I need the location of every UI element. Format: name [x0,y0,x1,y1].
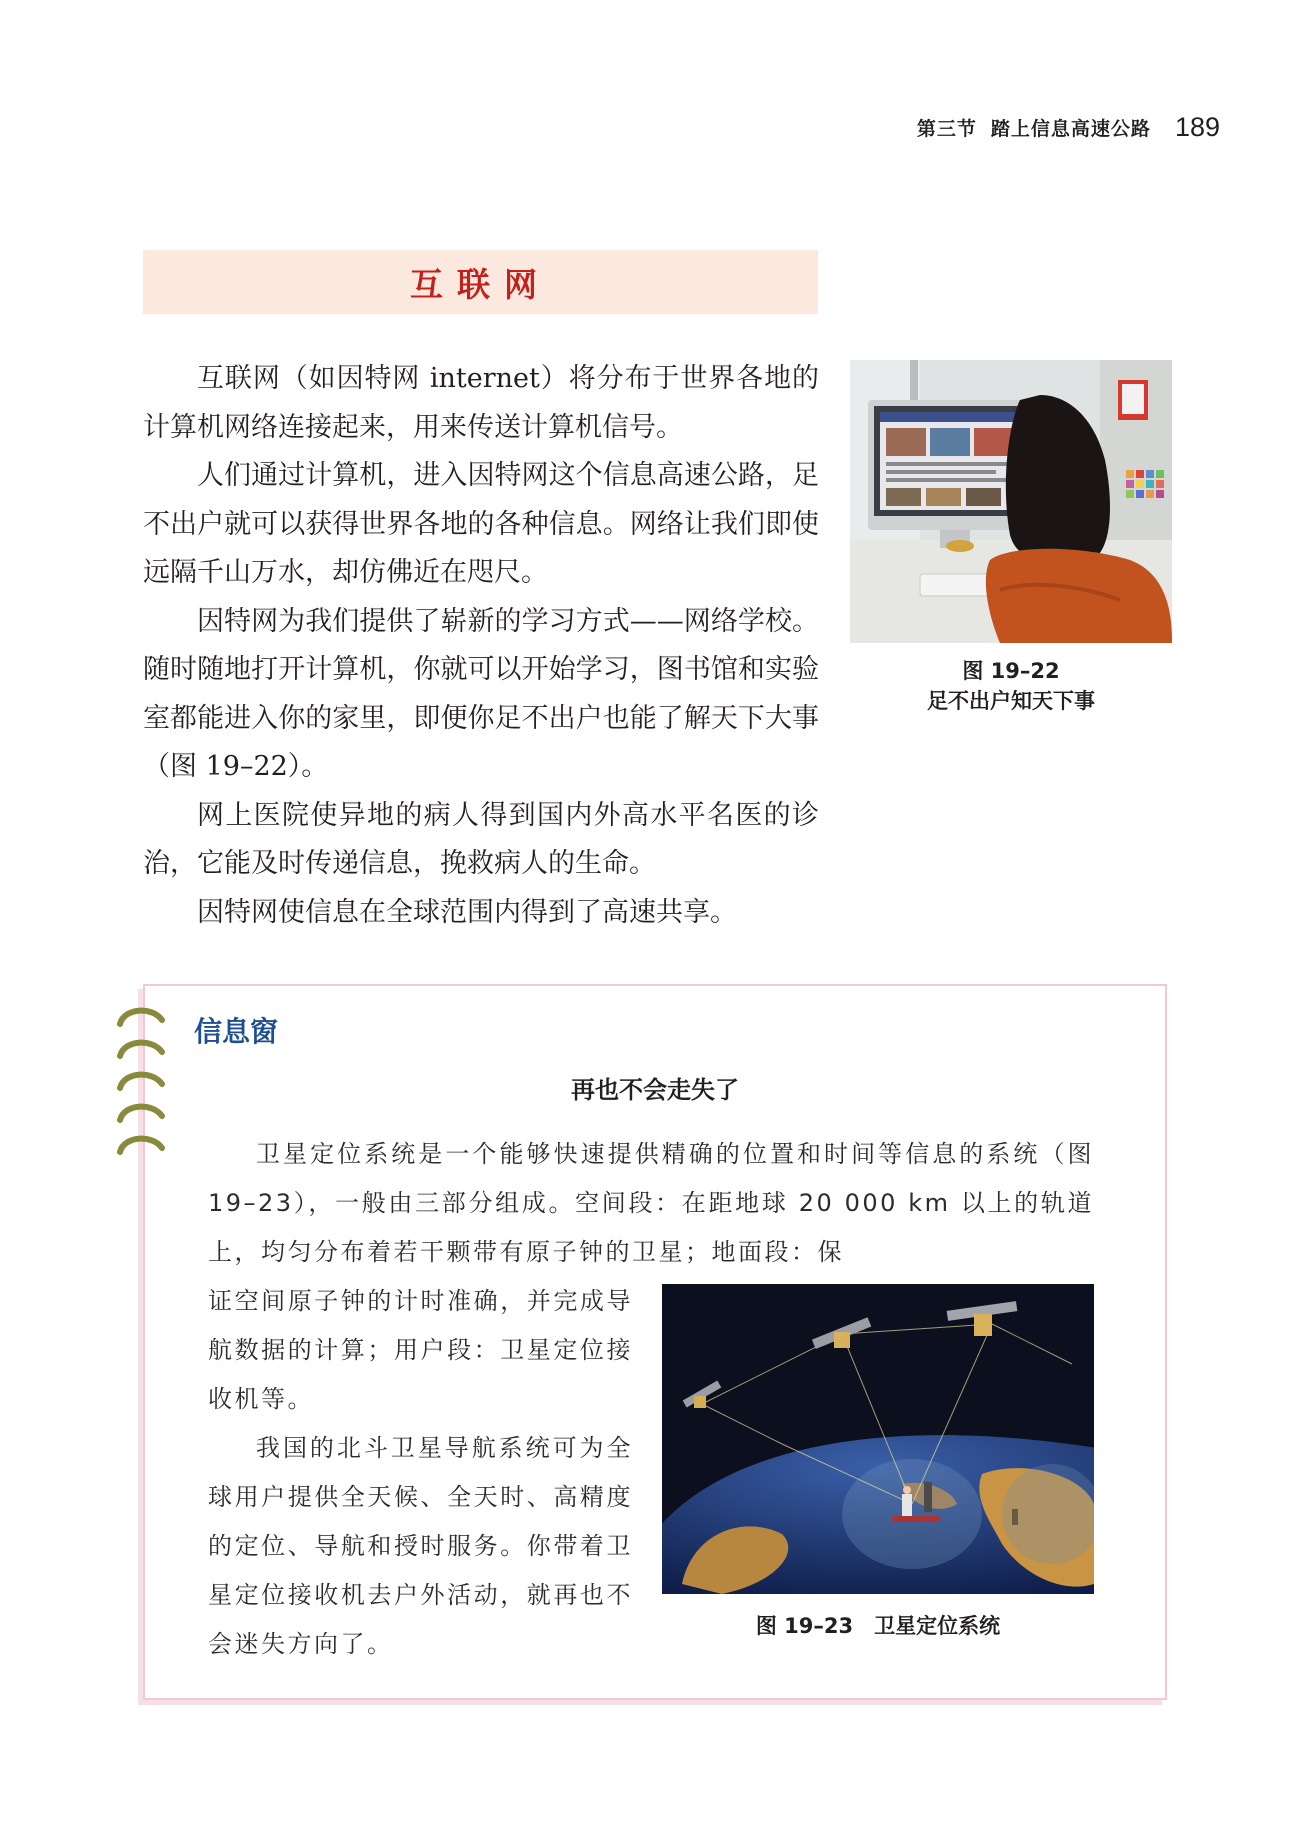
body-text [143,355,819,937]
figure-19-22-number: 图 19–22 [962,659,1060,683]
body-paragraph: 因特网使信息在全球范围内得到了高速共享。 [197,896,737,928]
info-paragraph: 证空间原子钟的计时准确，并完成导航数据的计算；用户段：卫星定位接收机等。 [208,1287,633,1413]
figure-19-22-photo [850,360,1172,643]
section-banner-title: 互联网 [410,264,551,304]
figure-19-22-title: 足不出户知天下事 [927,689,1095,713]
header-section: 第三节 [916,117,977,140]
figure-19-23-caption: 图 19–23 卫星定位系统 [755,1614,1001,1638]
body-paragraph: 网上医院使异地的病人得到国内外高水平名医的诊治，它能及时传递信息，挽救病人的生命。 [143,799,819,879]
body-paragraph: 因特网为我们提供了崭新的学习方式——网络学校。随时随地打开计算机，你就可以开始学习，图书馆和实验室都能进入你的家里，即便你足不出户也能了解天下大事（图 19–22）。 [143,605,819,782]
body-paragraph: 人们通过计算机，进入因特网这个信息高速公路，足不出户就可以获得世界各地的各种信息。网络让我们即使远隔千山万水，却仿佛近在咫尺。 [143,460,819,588]
page-number: 189 [1174,111,1220,142]
figure-19-22-caption [850,656,1172,716]
info-window-title: 信息窗 [194,1015,279,1048]
info-paragraph: 卫星定位系统是一个能够快速提供精确的位置和时间等信息的系统（图 19–23），一般由三部分组成。空间段：在距地球 20 000 km 以上的轨道上，均匀分布着若干颗带有原子钟的卫星；地面段：保 [208,1140,1094,1266]
info-window-subtitle: 再也不会走失了 [571,1076,739,1104]
figure-19-23-illustration [662,1284,1094,1594]
body-paragraph: 互联网（如因特网 internet）将分布于世界各地的计算机网络连接起来，用来传送计算机信号。 [143,363,819,443]
running-header [880,110,1220,144]
section-banner [143,250,818,314]
header-title: 踏上信息高速公路 [990,117,1151,140]
info-paragraph: 我国的北斗卫星导航系统可为全球用户提供全天候、全天时、高精度的定位、导航和授时服务。你带着卫星定位接收机去户外活动，就再也不会迷失方向了。 [208,1434,633,1658]
